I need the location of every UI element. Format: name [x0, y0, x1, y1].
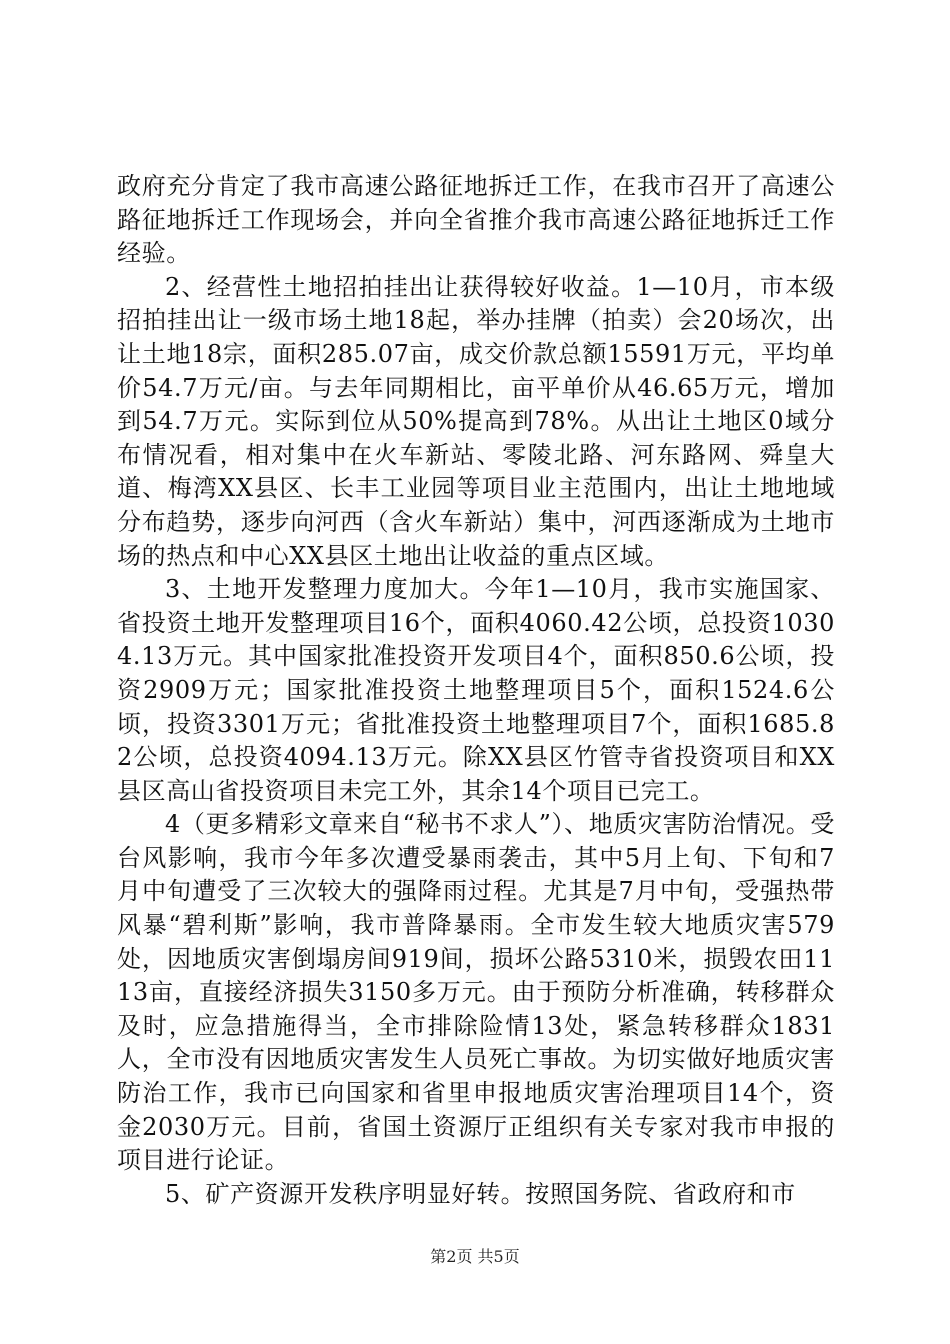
- paragraph-4: 4（更多精彩文章来自“秘书不求人”）、地质灾害防治情况。受台风影响，我市今年多次遭受暴雨袭击，其中5月上旬、下旬和7月中旬遭受了三次较大的强降雨过程。尤其是7月中旬，受强热带风暴“碧利斯”影响，我市普降暴雨。全市发生较大地质灾害579处，因地质灾害倒塌房间919间，损坏公路5310米，损毁农田1113亩，直接经济损失3150多万元。由于预防分析准确，转移群众及时，应急措施得当，全市排除险情13处，紧急转移群众1831人，全市没有因地质灾害发生人员死亡事故。为切实做好地质灾害防治工作，我市已向国家和省里申报地质灾害治理项目14个，资金2030万元。目前，省国土资源厅正组织有关专家对我市申报的项目进行论证。: [117, 810, 835, 1175]
- paragraph-2: 2、经营性土地招拍挂出让获得较好收益。1—10月，市本级招拍挂出让一级市场土地18起，举办挂牌（拍卖）会20场次，出让土地18宗，面积285.07亩，成交价款总额15591万元，平均单价54.7万元/亩。与去年同期相比，亩平单价从46.65万元，增加到54.7万元。实际到位从50%提高到78%。从出让土地区0域分布情况看，相对集中在火车新站、零陵北路、河东路网、舜皇大道、梅湾XX县区、长丰工业园等项目业主范围内，出让土地地域分布趋势，逐步向河西（含火车新站）集中，河西逐渐成为土地市场的热点和中心XX县区土地出让收益的重点区域。: [117, 272, 835, 570]
- paragraph-3: 3、土地开发整理力度加大。今年1—10月，我市实施国家、省投资土地开发整理项目16个，面积4060.42公顷，总投资10304.13万元。其中国家批准投资开发项目4个，面积850.6公顷，投资2909万元；国家批准投资土地整理项目5个，面积1524.6公顷，投资3301万元；省批准投资土地整理项目7个，面积1685.82公顷，总投资4094.13万元。除XX县区竹管寺省投资项目和XX县区高山省投资项目未完工外，其余14个项目已完工。: [117, 575, 835, 805]
- paragraph-5: 5、矿产资源开发秩序明显好转。按照国务院、省政府和市: [165, 1179, 796, 1208]
- page-number-footer: 第2页 共5页: [430, 1247, 520, 1266]
- paragraph-1: 政府充分肯定了我市高速公路征地拆迁工作，在我市召开了高速公路征地拆迁工作现场会，并向全省推介我市高速公路征地拆迁工作经验。: [117, 172, 835, 268]
- document-body: [117, 170, 835, 1211]
